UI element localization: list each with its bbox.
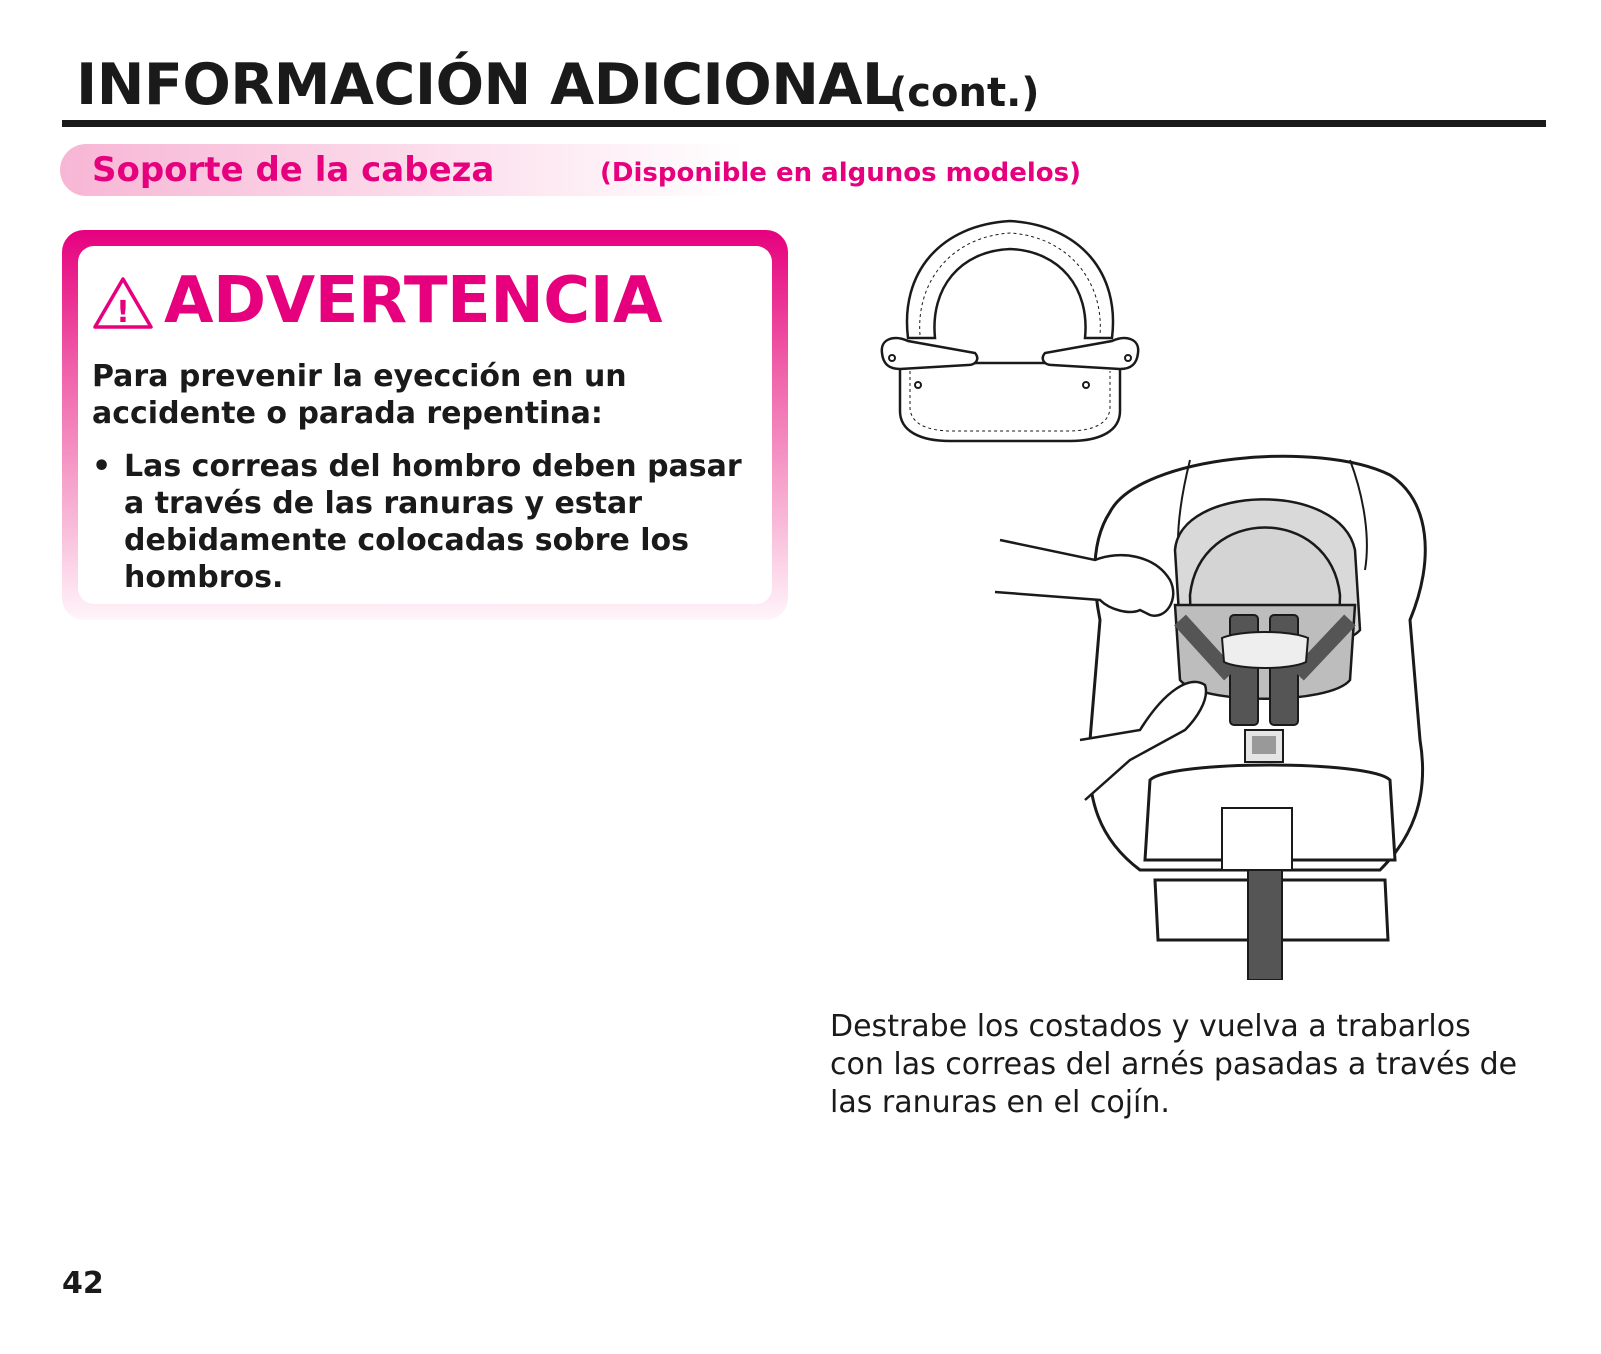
warning-title: ADVERTENCIA [164, 264, 663, 338]
warning-bullet [92, 448, 764, 596]
page-header [62, 48, 1546, 127]
car-seat-illustration [990, 440, 1470, 980]
section-note: (Disponible en algunos modelos) [600, 158, 1081, 188]
section-heading [60, 144, 1110, 196]
instruction-caption: Destrabe los costados y vuelva a trabarlos con las correas del arnés pasadas a través de las ranuras en el cojín. [830, 1009, 1518, 1120]
warning-intro: Para prevenir la eyección en un accidente o parada repentina: [92, 359, 627, 431]
warning-triangle-icon [92, 276, 154, 330]
svg-text:!: ! [116, 295, 130, 330]
page-number: 42 [62, 1266, 104, 1301]
bullet-text: Las correas del hombro deben pasar a través de las ranuras y estar debidamente colocadas sobre los hombros. [124, 449, 742, 595]
page-title: INFORMACIÓN ADICIONAL [76, 52, 898, 118]
bullet-marker: • [92, 449, 112, 484]
page-title-cont: (cont.) [889, 70, 1040, 116]
warning-content [78, 246, 772, 604]
head-support-illustration [880, 213, 1140, 453]
warning-box [62, 230, 788, 620]
section-title: Soporte de la cabeza [92, 150, 495, 190]
